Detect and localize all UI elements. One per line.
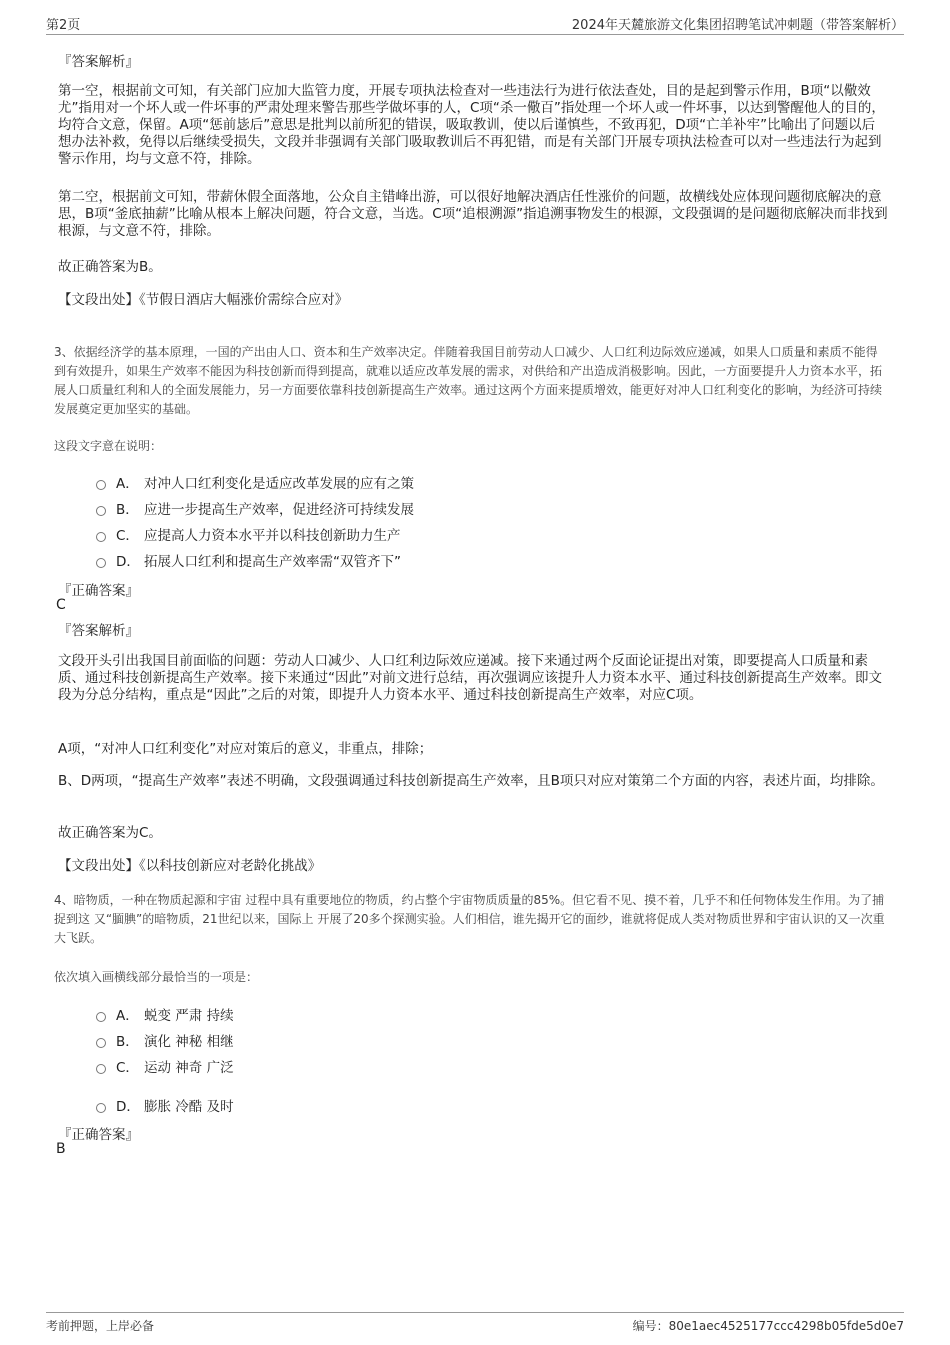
q2-conclusion: 故正确答案为B。: [58, 259, 162, 275]
q3-option-d[interactable]: D． 拓展人口红利和提高生产效率需“双管齐下”: [96, 550, 401, 570]
document-id: 编号：80e1aec4525177ccc4298b05fde5d0e7: [632, 1319, 904, 1333]
q3-option-b[interactable]: B． 应进一步提高生产效率，促进经济可持续发展: [96, 498, 414, 518]
q3-conclusion: 故正确答案为C。: [58, 825, 162, 841]
footer-slogan: 考前押题，上岸必备: [46, 1319, 155, 1333]
option-text: 蜕变 严肃 持续: [144, 1008, 234, 1024]
q2-analysis-para2: 第二空，根据前文可知，带薪休假全面落地，公众自主错峰出游，可以很好地解决酒店任性涨价的问题，故横线处应体现问题彻底解决的意思，B项“釜底抽薪”比喻从根本上解决问题，符合文意，当选。C项“追根溯源”指追溯事物发生的根源，文段强调的是问题彻底解决而非找到根源，与文意不符，排除。: [58, 189, 888, 239]
q4-correct-answer: B: [56, 1141, 66, 1157]
q4-question: 依次填入画横线部分最恰当的一项是：: [54, 970, 259, 984]
radio-icon[interactable]: [96, 506, 106, 516]
q2-source: 【文段出处】《节假日酒店大幅涨价需综合应对》: [58, 292, 349, 308]
option-text: 演化 神秘 相继: [144, 1034, 234, 1050]
option-text: 对冲人口红利变化是适应改革发展的应有之策: [144, 476, 414, 492]
q3-correct-label: 『正确答案』: [58, 583, 139, 599]
q4-option-c[interactable]: C． 运动 神奇 广泛: [96, 1056, 234, 1076]
q3-option-a[interactable]: A． 对冲人口红利变化是适应改革发展的应有之策: [96, 472, 414, 492]
radio-icon[interactable]: [96, 1012, 106, 1022]
option-text: 拓展人口红利和提高生产效率需“双管齐下”: [144, 554, 401, 570]
radio-icon[interactable]: [96, 1103, 106, 1113]
document-title: 2024年天麓旅游文化集团招聘笔试冲刺题（带答案解析）: [571, 18, 904, 33]
q3-source: 【文段出处】《以科技创新应对老龄化挑战》: [58, 858, 322, 874]
page-footer: [46, 1312, 904, 1334]
q3-analysis-para1: 文段开头引出我国目前面临的问题：劳动人口减少、人口红利边际效应递减。接下来通过两个反面论证提出对策，即要提高人口质量和素质、通过科技创新提高生产效率。接下来通过“因此”对前文进行总结，再次强调应该提升人力资本水平、通过科技创新提高生产效率。即文段为分总分结构，重点是“因此”之后的对策，即提升人力资本水平、通过科技创新提高生产效率，对应C项。: [58, 653, 882, 703]
page-header: [46, 14, 904, 35]
radio-icon[interactable]: [96, 558, 106, 568]
q4-option-a[interactable]: A． 蜕变 严肃 持续: [96, 1004, 234, 1024]
radio-icon[interactable]: [96, 532, 106, 542]
q2-analysis-label: 『答案解析』: [58, 54, 139, 70]
q3-analysis-para2: A项，“对冲人口红利变化”对应对策后的意义，非重点，排除；: [58, 741, 433, 757]
q2-analysis-para1: 第一空，根据前文可知，有关部门应加大监管力度，开展专项执法检查对一些违法行为进行依法查处，目的是起到警示作用，B项“以儆效尤”指用对一个坏人或一件坏事的严肃处理来警告那些学做坏事的人，C项“杀一儆百”指处理一个坏人或一件坏事，以达到警醒他人的目的，均符合文意，保留。A项“惩前毖后”意思是批判以前所犯的错误，吸取教训，使以后谨慎些，不致再犯，D项“亡羊补牢”比喻出了问题以后想办法补救，免得以后继续受损失，文段并非强调有关部门吸取教训后不再犯错，而是有关部门开展专项执法检查可以对一些违法行为起到警示作用，均与文意不符，排除。: [58, 83, 885, 167]
radio-icon[interactable]: [96, 1064, 106, 1074]
q4-stem: 4、暗物质，一种在物质起源和宇宙 过程中具有重要地位的物质，约占整个宇宙物质质量的85%。但它看不见、摸不着，几乎不和任何物体发生作用。为了捕捉到这 又“腼腆”的暗物质，21世纪以来，国际上 开展了20多个探测实验。人们相信，谁先揭开它的面纱，谁就将促成人类对物质世界和宇宙认识的又一次重大飞跃。: [54, 893, 885, 945]
q3-question: 这段文字意在说明：: [54, 439, 163, 453]
q3-stem: 3、依据经济学的基本原理，一国的产出由人口、资本和生产效率决定。伴随着我国目前劳动人口减少、人口红利边际效应递减，如果人口质量和素质不能得到有效提升，如果生产效率不能因为科技创新而得到提高，就难以适应改革发展的需求，对供给和产出造成消极影响。因此，一方面要提升人力资本水平，拓展人口质量红利和人的全面发展能力，另一方面要依靠科技创新提高生产效率。通过这两个方面来提质增效，能更好对冲人口红利变化的影响，为经济可持续发展奠定更加坚实的基础。: [54, 345, 883, 416]
q3-option-c[interactable]: C． 应提高人力资本水平并以科技创新助力生产: [96, 524, 401, 544]
radio-icon[interactable]: [96, 1038, 106, 1048]
q4-option-b[interactable]: B． 演化 神秘 相继: [96, 1030, 234, 1050]
q4-option-d[interactable]: D． 膨胀 冷酷 及时: [96, 1095, 234, 1115]
q4-correct-label: 『正确答案』: [58, 1127, 139, 1143]
option-text: 应提高人力资本水平并以科技创新助力生产: [144, 528, 401, 544]
q3-analysis-para3: B、D两项，“提高生产效率”表述不明确，文段强调通过科技创新提高生产效率，且B项只对应对策第二个方面的内容，表述片面，均排除。: [58, 773, 884, 789]
option-text: 运动 神奇 广泛: [144, 1060, 234, 1076]
q3-analysis-label: 『答案解析』: [58, 623, 139, 639]
page-number: 第2页: [46, 18, 81, 33]
option-text: 膨胀 冷酷 及时: [144, 1099, 234, 1115]
option-text: 应进一步提高生产效率，促进经济可持续发展: [144, 502, 414, 518]
radio-icon[interactable]: [96, 480, 106, 490]
q3-correct-answer: C: [56, 597, 66, 613]
